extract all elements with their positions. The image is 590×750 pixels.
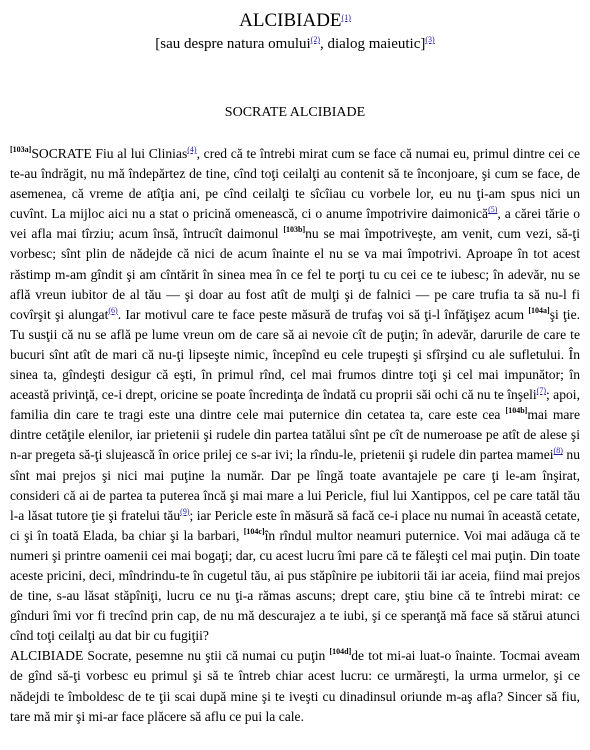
text-segment: de tot mi-ai luat-o înainte. Tocmai aveam de gînd să-ţi vorbesc eu primul şi să te întreb chiar acest lucru: ce urmăreşti, la urma urmelor, şi ce nădejdi te îmboldesc de te ţii scai după mine şi te iveşti cu dinadinsul oriunde m-aş afla? Sincer să fiu, tare mă mir şi mi-ar face plăcere să aflu ce pui la cale. — [10, 648, 580, 724]
paragraph-socrate — [10, 144, 580, 646]
footnote-link-5[interactable]: (5) — [488, 205, 498, 215]
footnote-link-7[interactable]: (7) — [536, 386, 546, 396]
footnote-link-4[interactable]: (4) — [187, 145, 197, 154]
footnote-link-8[interactable]: (8) — [553, 446, 563, 456]
section-heading: SOCRATE ALCIBIADE — [224, 105, 366, 120]
dialog-body — [10, 144, 580, 727]
title-text: ALCIBIADE — [239, 10, 342, 31]
text-segment: ; apoi, familia din care te tragi este una dintre cele mai puternice din cetatea ta, care este cea — [10, 387, 580, 423]
stephanus-marker-103b: [103b] — [283, 225, 306, 235]
text-segment: ; iar Pericle este în măsură să facă ce-i place nu numai în această cetate, ci şi în toată Elada, ba chiar şi la barbari, — [10, 507, 581, 543]
text-segment: şi ţie. Tu susţii că nu se află pe lume vreun om de care să ai nevoie cît de puţin; în adevăr, darurile de care te bucuri sînt atît de mari că nu-ţi lipseşte nimic, începînd eu cele trupeşti şi sfîrşind cu ale sufletului. În sinea ta, gîndeşti desigur că eşti, în primul rînd, cel mai frumos dintre toţi şi cel mai impunător; în această privinţă, ce-i drept, oricine se poate încredinţa de îndată cu proprii săi ochi că nu te înşeli — [10, 306, 581, 403]
text-segment: ALCIBIADE Socrate, pesemne nu ştii că numai cu puţin — [10, 648, 330, 664]
stephanus-marker-104b: [104b] — [505, 406, 528, 416]
text-segment: , cred că te întrebi mirat cum se face că numai eu, primul dintre cei ce te-au îndrăgit, nu mă îndepărtez de tine, cînd toţi ceilalţi au contenit să te înconjoare, şi cum se face, de asemenea, că vreme de atîţia ani, pe cînd ceilalţi te sîcîiau cu vorbele lor, eu nu ţi-am spus nici un cuvînt. La mijloc aici nu a stat o pricină omenească, ci o anume împotrivire daimonică — [10, 146, 580, 222]
stephanus-marker-104d: [104d] — [329, 647, 352, 657]
text-segment: în rîndul multor neamuri puternice. Voi mai adăuga că te numeri şi printre oamenii cei mai bogaţi; dar, cu acest lucru îmi pare că te făleşti cel mai puţin. Din toate aceste pricini, deci, mîndrindu-te în cugetul tău, ai pus stăpînire pe iubitorii tăi iar aceia, fiind mai prejos de tine, s-au lăsat stăpîniţi, lucru ce nu ţi-a rămas ascuns; drept care, ştiu bine că te întrebi mirat: ce gînduri îmi vor fi trecînd prin cap, de nu mă descurajez a te iubi, şi ce speranţă mă face să stărui atunci cînd toţi ceilalţi au dat bir cu fugiţii? — [10, 527, 580, 644]
text-segment: . Iar motivul care te face peste măsură de trufaş voi să ţi-l înfăţişez acum — [117, 306, 529, 322]
page-title — [0, 8, 590, 33]
stephanus-marker-104c: [104c] — [243, 526, 265, 536]
subtitle-text-open: [sau despre natura omului — [155, 36, 311, 52]
footnote-link-9[interactable]: (9) — [180, 506, 190, 516]
subtitle — [0, 35, 590, 54]
stephanus-marker-103a: [103a] — [10, 145, 32, 154]
stephanus-marker-104a: [104a] — [528, 305, 550, 315]
footnote-link-2[interactable]: (2) — [310, 35, 320, 44]
paragraph-alcibiade — [10, 646, 580, 726]
footnote-link-1[interactable]: (1) — [341, 13, 351, 22]
text-segment: nu se mai împotriveşte, am venit, cum vezi, să-ţi vorbesc; sînt plin de nădejde că nici de acum înainte el nu se va mai împotrivi. Aproape în tot acest răstimp m-am gîndit şi am cîntărit în sinea mea în ce fel te porţi tu cu cei ce te iubesc; în adevăr, nu se află vreun iubitor de al tău — şi doar au fost atît de mulţi şi de falnici — pe care trufia ta să nu-l fi covîrşit şi alungat — [10, 226, 580, 322]
subtitle-text-mid: , dialog maieutic] — [319, 36, 426, 52]
title-block — [0, 8, 590, 54]
text-segment: nu sînt mai prejos şi nici mai puţine la număr. Dar pe lîngă toate avantajele pe care ţi le-am înşirat, consideri că ai de partea ta puterea încă şi mai mare a lui Pericle, fiul lui Xantippos, cel pe care tatăl tău l-a lăsat tutore ţie şi fratelui tău — [10, 447, 580, 523]
text-segment: SOCRATE Fiu al lui Clinias — [31, 146, 188, 161]
footnote-link-3[interactable]: (3) — [425, 35, 435, 44]
text-segment: , a cărei tărie o vei afla mai tîrziu; acum însă, întrucît daimonul — [10, 206, 580, 242]
footnote-link-6[interactable]: (6) — [108, 305, 118, 315]
text-segment: mai mare dintre cetăţile elenilor, iar prietenii şi rudele din partea tatălui sînt pe cît de numeroase pe atît de alese şi n-ar pregeta să-ţi slujească în orice prilej ce s-ar ivi; la rîndu-le, prietenii şi rudele din partea mamei — [10, 407, 580, 463]
